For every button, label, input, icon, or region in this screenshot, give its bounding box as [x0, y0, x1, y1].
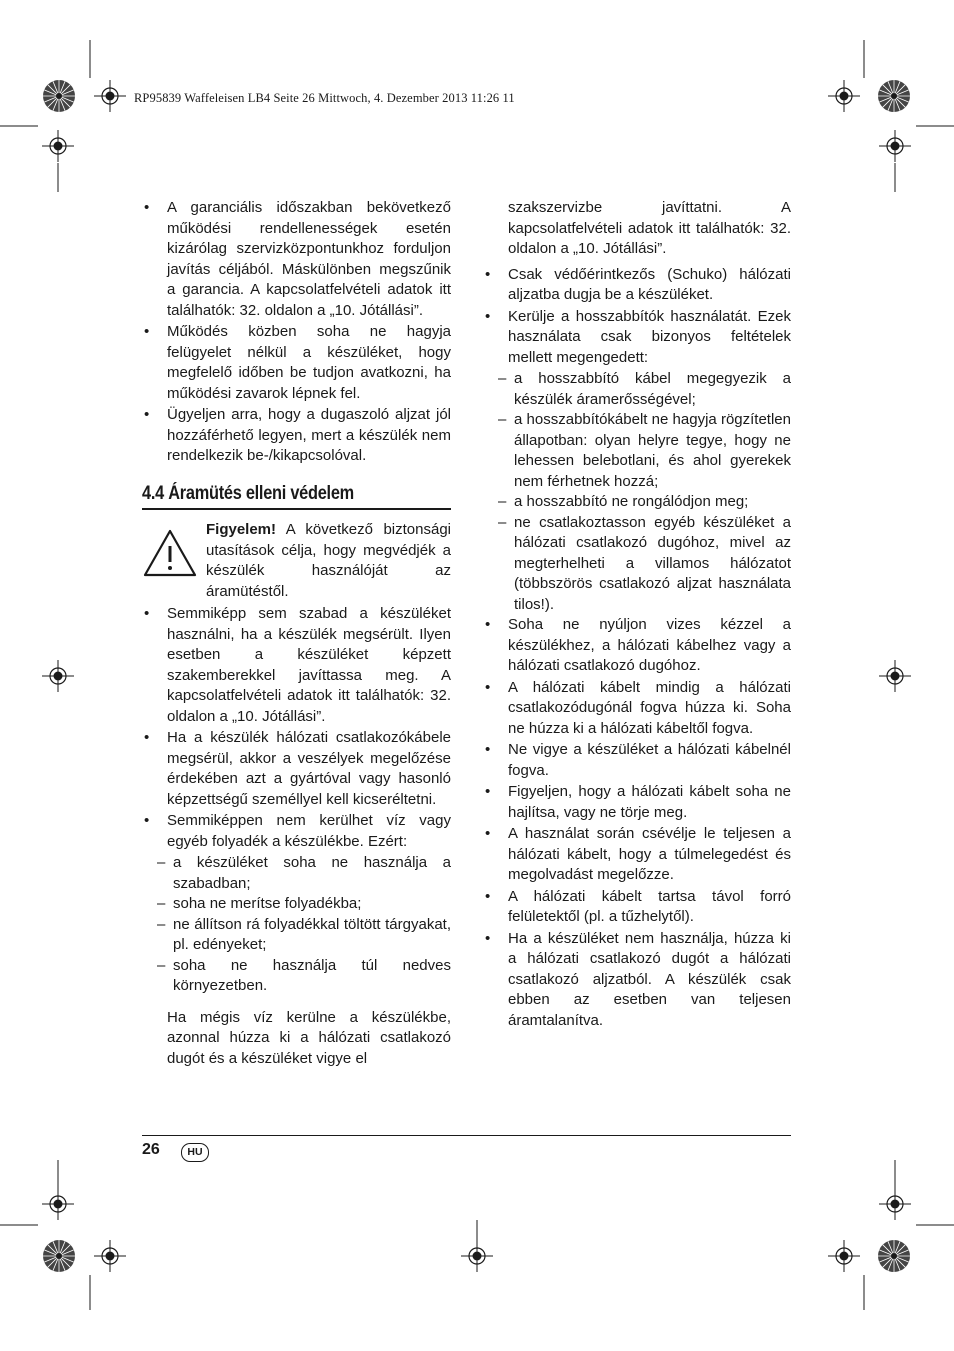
print-slug: RP95839 Waffeleisen LB4 Seite 26 Mittwoch, 4. Dezember 2013 11:26 11 — [134, 91, 515, 105]
list-item: • A használat során csévélje le teljesen a hálózati kábelt, hogy a túlmelegedést és megolvadást megelőzze. — [483, 824, 791, 886]
registration-mark-icon — [879, 660, 911, 692]
list-item: • Ha a készülék hálózati csatlakozókábele megsérül, akkor a veszélyek megelőzése érdekében azt a gyártóval vagy hasonló képzettségű személlyel kell kicseréltetni. — [142, 728, 451, 810]
warning-triangle-icon — [142, 528, 198, 578]
section-divider — [142, 508, 451, 510]
registration-mark-icon — [461, 1240, 493, 1272]
list-item: • Soha ne nyúljon vizes kézzel a készülékhez, a hálózati kábelhez vagy a hálózati csatlakozó dugóhoz. — [483, 615, 791, 677]
list-item: • Semmiképp sem szabad a készüléket használni, ha a készülék megsérült. Ilyen esetben a készüléket képzett szakemberekkel javíttassa meg. A kapcsolatfelvételi adatok itt találhatók: 32. oldalon a „10. Jótállási”. — [142, 604, 451, 727]
warning-block — [142, 520, 451, 602]
list-item — [142, 811, 451, 852]
color-target-icon — [878, 1240, 910, 1272]
paragraph: Ha mégis víz kerülne a készülékbe, azonnal húzza ki a hálózati csatlakozó dugót és a készüléket vigye el — [167, 1008, 451, 1067]
warning-text: A következő biztonsági utasítások célja, hogy megvédjék a készülék használóját az áramütéstől. — [206, 521, 451, 600]
list-item: • Kerülje a hosszabbítók használatát. Ezek használata csak bizonyos feltételek mellett megengedett: — [483, 307, 791, 369]
dash-item: – soha ne merítse folyadékba; — [157, 894, 451, 915]
dash-item: – ne állítson rá folyadékkal töltött tárgyakat, pl. edényeket; — [157, 915, 451, 956]
registration-mark-icon — [42, 660, 74, 692]
section-title: 4.4 Áramütés elleni védelem — [142, 482, 354, 504]
list-item: • Ügyeljen arra, hogy a dugaszoló aljzat jól hozzáférhető legyen, mert a készülék nem rendelkezik be-/kikapcsolóval. — [142, 405, 451, 467]
dash-item: – a hosszabbító kábel megegyezik a készülék áramerősségével; — [498, 369, 791, 410]
list-item: • Figyeljen, hogy a hálózati kábelt soha ne hajlítsa, vagy ne törje meg. — [483, 782, 791, 823]
list-item: • Csak védőérintkezős (Schuko) hálózati aljzatba dugja be a készüléket. — [483, 265, 791, 306]
registration-mark-icon — [879, 1188, 911, 1220]
dash-item: – ne csatlakoztasson egyéb készüléket a hálózati csatlakozó dugóhoz, mivel az megterhelheti a villamos hálózatot (többszörös csatlakozó aljzat használata tilos!). — [498, 513, 791, 616]
bullet-list — [142, 198, 451, 467]
bullet-list — [483, 615, 791, 1031]
registration-mark-icon — [42, 1188, 74, 1220]
paragraph: szakszervizbe javíttatni. A kapcsolatfelvételi adatok itt találhatók: 32. oldalon a „10. Jótállási”. — [508, 199, 791, 257]
list-item: • A garanciális időszakban bekövetkező működési rendellenességek esetén kizárólag szervizközpontunkhoz forduljon javítás céljából. Máskülönben megszűnik a garancia. A kapcsolatfelvételi adatok itt találhatók: 32. oldalon a „10. Jótállási”. — [142, 198, 451, 321]
color-target-icon — [878, 80, 910, 112]
language-badge: HU — [181, 1143, 209, 1162]
dash-list — [142, 853, 451, 997]
bullet-list — [483, 265, 791, 369]
dash-item: – a hosszabbító ne rongálódjon meg; — [498, 492, 791, 513]
registration-mark-icon — [94, 80, 126, 112]
list-item: • A hálózati kábelt tartsa távol forró felületektől (pl. a tűzhelytől). — [483, 887, 791, 928]
registration-mark-icon — [828, 1240, 860, 1272]
color-target-icon — [43, 1240, 75, 1272]
registration-mark-icon — [828, 80, 860, 112]
registration-mark-icon — [879, 130, 911, 162]
left-column — [142, 198, 451, 1069]
dash-item: – a készüléket soha ne használja a szabadban; — [157, 853, 451, 894]
footer-divider — [142, 1135, 791, 1136]
right-column — [483, 198, 791, 1032]
registration-mark-icon — [94, 1240, 126, 1272]
list-item: • Működés közben soha ne hagyja felügyelet nélkül a készüléket, hogy megfelelő időben be tudjon avatkozni, ha működési zavarok lépnek fel. — [142, 322, 451, 404]
dash-item: – a hosszabbítókábelt ne hagyja rögzítetlen állapotban: olyan helyre tegye, hogy ne lehessen belebotlani, és ahol gyerekek nem férhetnek hozzá; — [498, 410, 791, 492]
dash-list — [483, 369, 791, 615]
list-item: • A hálózati kábelt mindig a hálózati csatlakozódugónál fogva húzza ki. Soha ne húzza ki a hálózati kábeltől fogva. — [483, 678, 791, 740]
bullet-list — [142, 604, 451, 852]
page-number: 26 — [142, 1141, 160, 1158]
warning-label: Figyelem! — [206, 521, 277, 538]
list-item: • Ha a készüléket nem használja, húzza ki a hálózati csatlakozó dugót a hálózati csatlakozó aljzatból. A készülék csak ebben az esetben van teljesen áramtalanítva. — [483, 929, 791, 1032]
list-item-text: Semmiképpen nem kerülhet víz vagy egyéb folyadék a készülékbe. Ezért: — [167, 812, 451, 850]
registration-mark-icon — [42, 130, 74, 162]
list-item: • Ne vigye a készüléket a hálózati kábelnél fogva. — [483, 740, 791, 781]
dash-item: – soha ne használja túl nedves környezetben. — [157, 956, 451, 997]
color-target-icon — [43, 80, 75, 112]
